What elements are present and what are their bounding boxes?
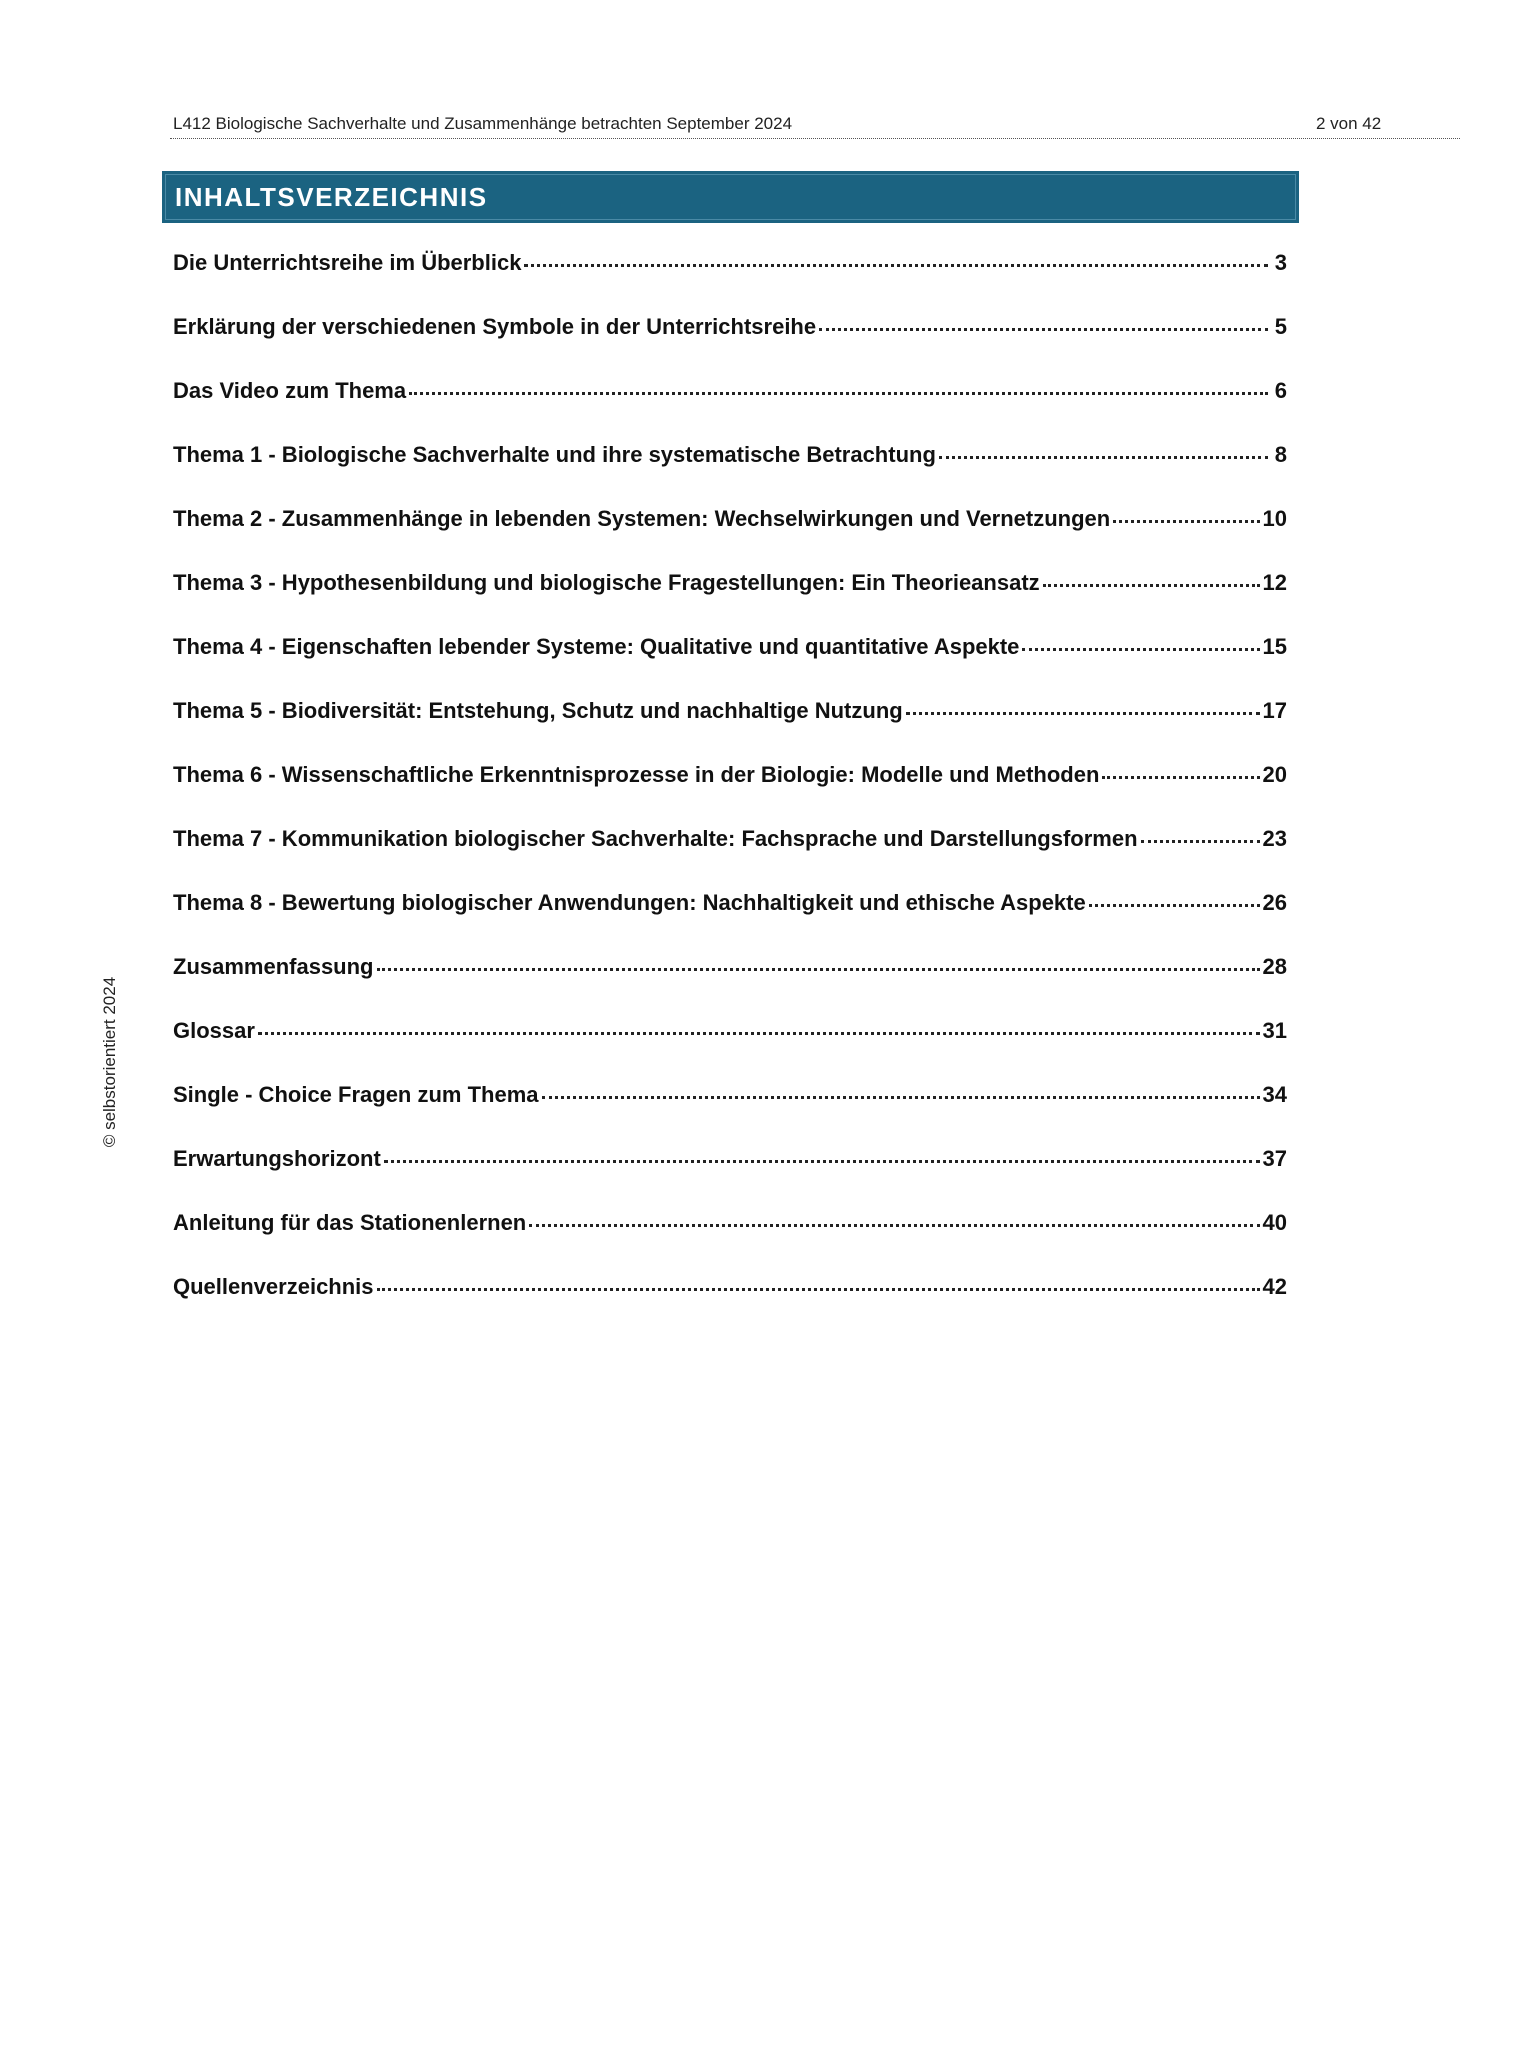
toc-entry-page: 5: [1274, 314, 1287, 339]
dot-leader: [819, 328, 1268, 331]
toc-entry-title: Erwartungshorizont: [173, 1146, 381, 1171]
table-of-contents: [173, 250, 1287, 1338]
toc-heading: INHALTSVERZEICHNIS: [175, 182, 488, 212]
dot-leader: [1102, 776, 1259, 779]
toc-entry-page: 23: [1262, 826, 1287, 851]
toc-entry[interactable]: [173, 250, 1287, 314]
dot-leader: [377, 968, 1260, 971]
dot-leader: [258, 1032, 1260, 1035]
dot-leader: [939, 456, 1268, 459]
page-header: [170, 112, 1460, 139]
toc-entry[interactable]: [173, 442, 1287, 506]
dot-leader: [384, 1160, 1260, 1163]
toc-entry-title: Thema 7 - Kommunikation biologischer Sachverhalte: Fachsprache und Darstellungsformen: [173, 826, 1138, 851]
toc-entry-title: Das Video zum Thema: [173, 378, 407, 403]
toc-entry[interactable]: [173, 506, 1287, 570]
toc-entry-title: Thema 2 - Zusammenhänge in lebenden Systemen: Wechselwirkungen und Vernetzungen: [173, 506, 1111, 531]
toc-entry-title: Quellenverzeichnis: [173, 1274, 374, 1299]
toc-heading-banner: [162, 171, 1299, 223]
toc-entry[interactable]: [173, 890, 1287, 954]
toc-entry[interactable]: [173, 634, 1287, 698]
toc-entry-page: 3: [1274, 250, 1287, 275]
toc-entry[interactable]: [173, 1210, 1287, 1274]
dot-leader: [377, 1288, 1260, 1291]
dot-leader: [1022, 648, 1259, 651]
toc-entry[interactable]: [173, 1146, 1287, 1210]
toc-entry[interactable]: [173, 1274, 1287, 1338]
toc-entry-page: 37: [1262, 1146, 1287, 1171]
toc-entry-title: Thema 8 - Bewertung biologischer Anwendungen: Nachhaltigkeit und ethische Aspekte: [173, 890, 1086, 915]
document-title: L412 Biologische Sachverhalte und Zusammenhänge betrachten September 2024: [173, 114, 793, 133]
toc-entry-page: 6: [1274, 378, 1287, 403]
copyright-notice: © selbstorientiert 2024: [100, 976, 119, 1148]
toc-entry-page: 26: [1262, 890, 1287, 915]
toc-entry-page: 31: [1262, 1018, 1287, 1043]
toc-entry[interactable]: [173, 762, 1287, 826]
dot-leader: [542, 1096, 1260, 1099]
dot-leader: [409, 392, 1268, 395]
toc-entry-title: Thema 4 - Eigenschaften lebender Systeme: Qualitative und quantitative Aspekte: [173, 634, 1020, 659]
toc-entry[interactable]: [173, 1018, 1287, 1082]
toc-entry-page: 34: [1262, 1082, 1287, 1107]
dot-leader: [1113, 520, 1259, 523]
toc-entry-page: 40: [1262, 1210, 1287, 1235]
dot-leader: [906, 712, 1260, 715]
toc-entry-title: Erklärung der verschiedenen Symbole in der Unterrichtsreihe: [173, 314, 817, 339]
toc-entry-title: Thema 3 - Hypothesenbildung und biologische Fragestellungen: Ein Theorieansatz: [173, 570, 1040, 595]
dot-leader: [524, 264, 1268, 267]
toc-entry[interactable]: [173, 954, 1287, 1018]
toc-entry-title: Single - Choice Fragen zum Thema: [173, 1082, 539, 1107]
toc-entry-page: 12: [1262, 570, 1287, 595]
toc-entry-title: Die Unterrichtsreihe im Überblick: [173, 250, 522, 275]
toc-entry-page: 8: [1274, 442, 1287, 467]
toc-entry-page: 28: [1262, 954, 1287, 979]
toc-entry-title: Thema 1 - Biologische Sachverhalte und ihre systematische Betrachtung: [173, 442, 936, 467]
toc-entry-page: 10: [1262, 506, 1287, 531]
toc-entry-title: Glossar: [173, 1018, 255, 1043]
toc-entry[interactable]: [173, 378, 1287, 442]
dot-leader: [1089, 904, 1260, 907]
dot-leader: [529, 1224, 1259, 1227]
toc-entry-title: Thema 6 - Wissenschaftliche Erkenntnisprozesse in der Biologie: Modelle und Methoden: [173, 762, 1100, 787]
toc-entry-title: Thema 5 - Biodiversität: Entstehung, Schutz und nachhaltige Nutzung: [173, 698, 903, 723]
toc-entry[interactable]: [173, 1082, 1287, 1146]
toc-entry[interactable]: [173, 314, 1287, 378]
toc-entry-page: 15: [1262, 634, 1287, 659]
dot-leader: [1043, 584, 1260, 587]
toc-entry[interactable]: [173, 698, 1287, 762]
toc-entry-page: 20: [1262, 762, 1287, 787]
page-number: 2 von 42: [1316, 114, 1382, 133]
toc-entry[interactable]: [173, 570, 1287, 634]
toc-entry-title: Zusammenfassung: [173, 954, 374, 979]
toc-entry-page: 42: [1262, 1274, 1287, 1299]
dot-leader: [1141, 840, 1260, 843]
toc-entry[interactable]: [173, 826, 1287, 890]
toc-entry-page: 17: [1262, 698, 1287, 723]
toc-entry-title: Anleitung für das Stationenlernen: [173, 1210, 527, 1235]
